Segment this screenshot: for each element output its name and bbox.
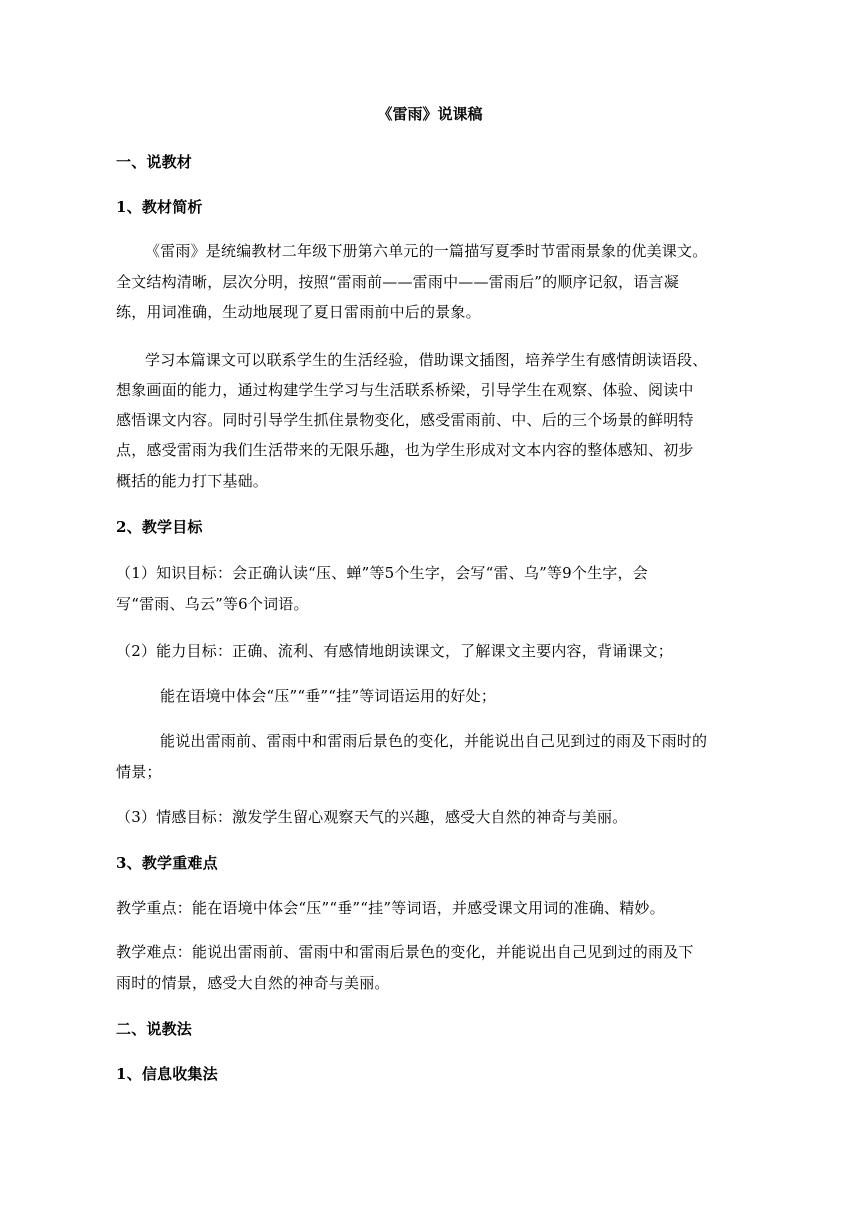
subheading-teaching-goals: 2、教学目标 <box>116 518 203 536</box>
paragraph-line: 点，感受雷雨为我们生活带来的无限乐趣，也为学生形成对文本内容的整体感知、初步 <box>116 441 694 459</box>
paragraph-line: 全文结构清晰，层次分明，按照“雷雨前——雷雨中——雷雨后”的顺序记叙，语言凝 <box>116 273 679 291</box>
paragraph-line: 练，用词准确，生动地展现了夏日雷雨前中后的景象。 <box>116 303 481 321</box>
goal-ability-line: 能在语境中体会“压”“垂”“挂”等词语运用的好处； <box>160 687 497 705</box>
paragraph-line: 想象画面的能力，通过构建学生学习与生活联系桥梁，引导学生在观察、体验、阅读中 <box>116 381 694 399</box>
subheading-key-difficult-points: 3、教学重难点 <box>116 854 218 872</box>
key-point-line: 教学重点：能在语境中体会“压”“垂”“挂”等词语，并感受课文用词的准确、精妙。 <box>116 899 665 917</box>
section-heading-teaching-method: 二、说教法 <box>116 1020 193 1038</box>
subheading-material-analysis: 1、教材简析 <box>116 198 203 216</box>
goal-ability-line: 能说出雷雨前、雷雨中和雷雨后景色的变化，并能说出自己见到过的雨及下雨时的 <box>160 732 708 750</box>
document-title: 《雷雨》说课稿 <box>377 105 483 123</box>
paragraph-line: 概括的能力打下基础。 <box>116 472 269 490</box>
goal-emotion-line: （3）情感目标：激发学生留心观察天气的兴趣，感受大自然的神奇与美丽。 <box>116 808 628 826</box>
paragraph-line: 学习本篇课文可以联系学生的生活经验，借助课文插图，培养学生有感情朗读语段、 <box>145 351 708 369</box>
difficult-point-line: 教学难点：能说出雷雨前、雷雨中和雷雨后景色的变化，并能说出自己见到过的雨及下 <box>116 943 694 961</box>
goal-knowledge-line: （1）知识目标：会正确认读“压、蝉”等5个生字，会写“雷、乌”等9个生字，会 <box>116 564 648 582</box>
paragraph-line: 《雷雨》是统编教材二年级下册第六单元的一篇描写夏季时节雷雨景象的优美课文。 <box>145 242 708 260</box>
goal-ability-line: （2）能力目标：正确、流利、有感情地朗读课文，了解课文主要内容，背诵课文； <box>116 642 673 660</box>
section-heading-teaching-material: 一、说教材 <box>116 153 193 171</box>
difficult-point-line: 雨时的情景，感受大自然的神奇与美丽。 <box>116 974 390 992</box>
paragraph-line: 感悟课文内容。同时引导学生抓住景物变化，感受雷雨前、中、后的三个场景的鲜明特 <box>116 411 694 429</box>
goal-knowledge-line: 写“雷雨、乌云”等6个词语。 <box>116 595 309 613</box>
subheading-info-collection: 1、信息收集法 <box>116 1065 218 1083</box>
goal-ability-line: 情景； <box>116 763 162 781</box>
